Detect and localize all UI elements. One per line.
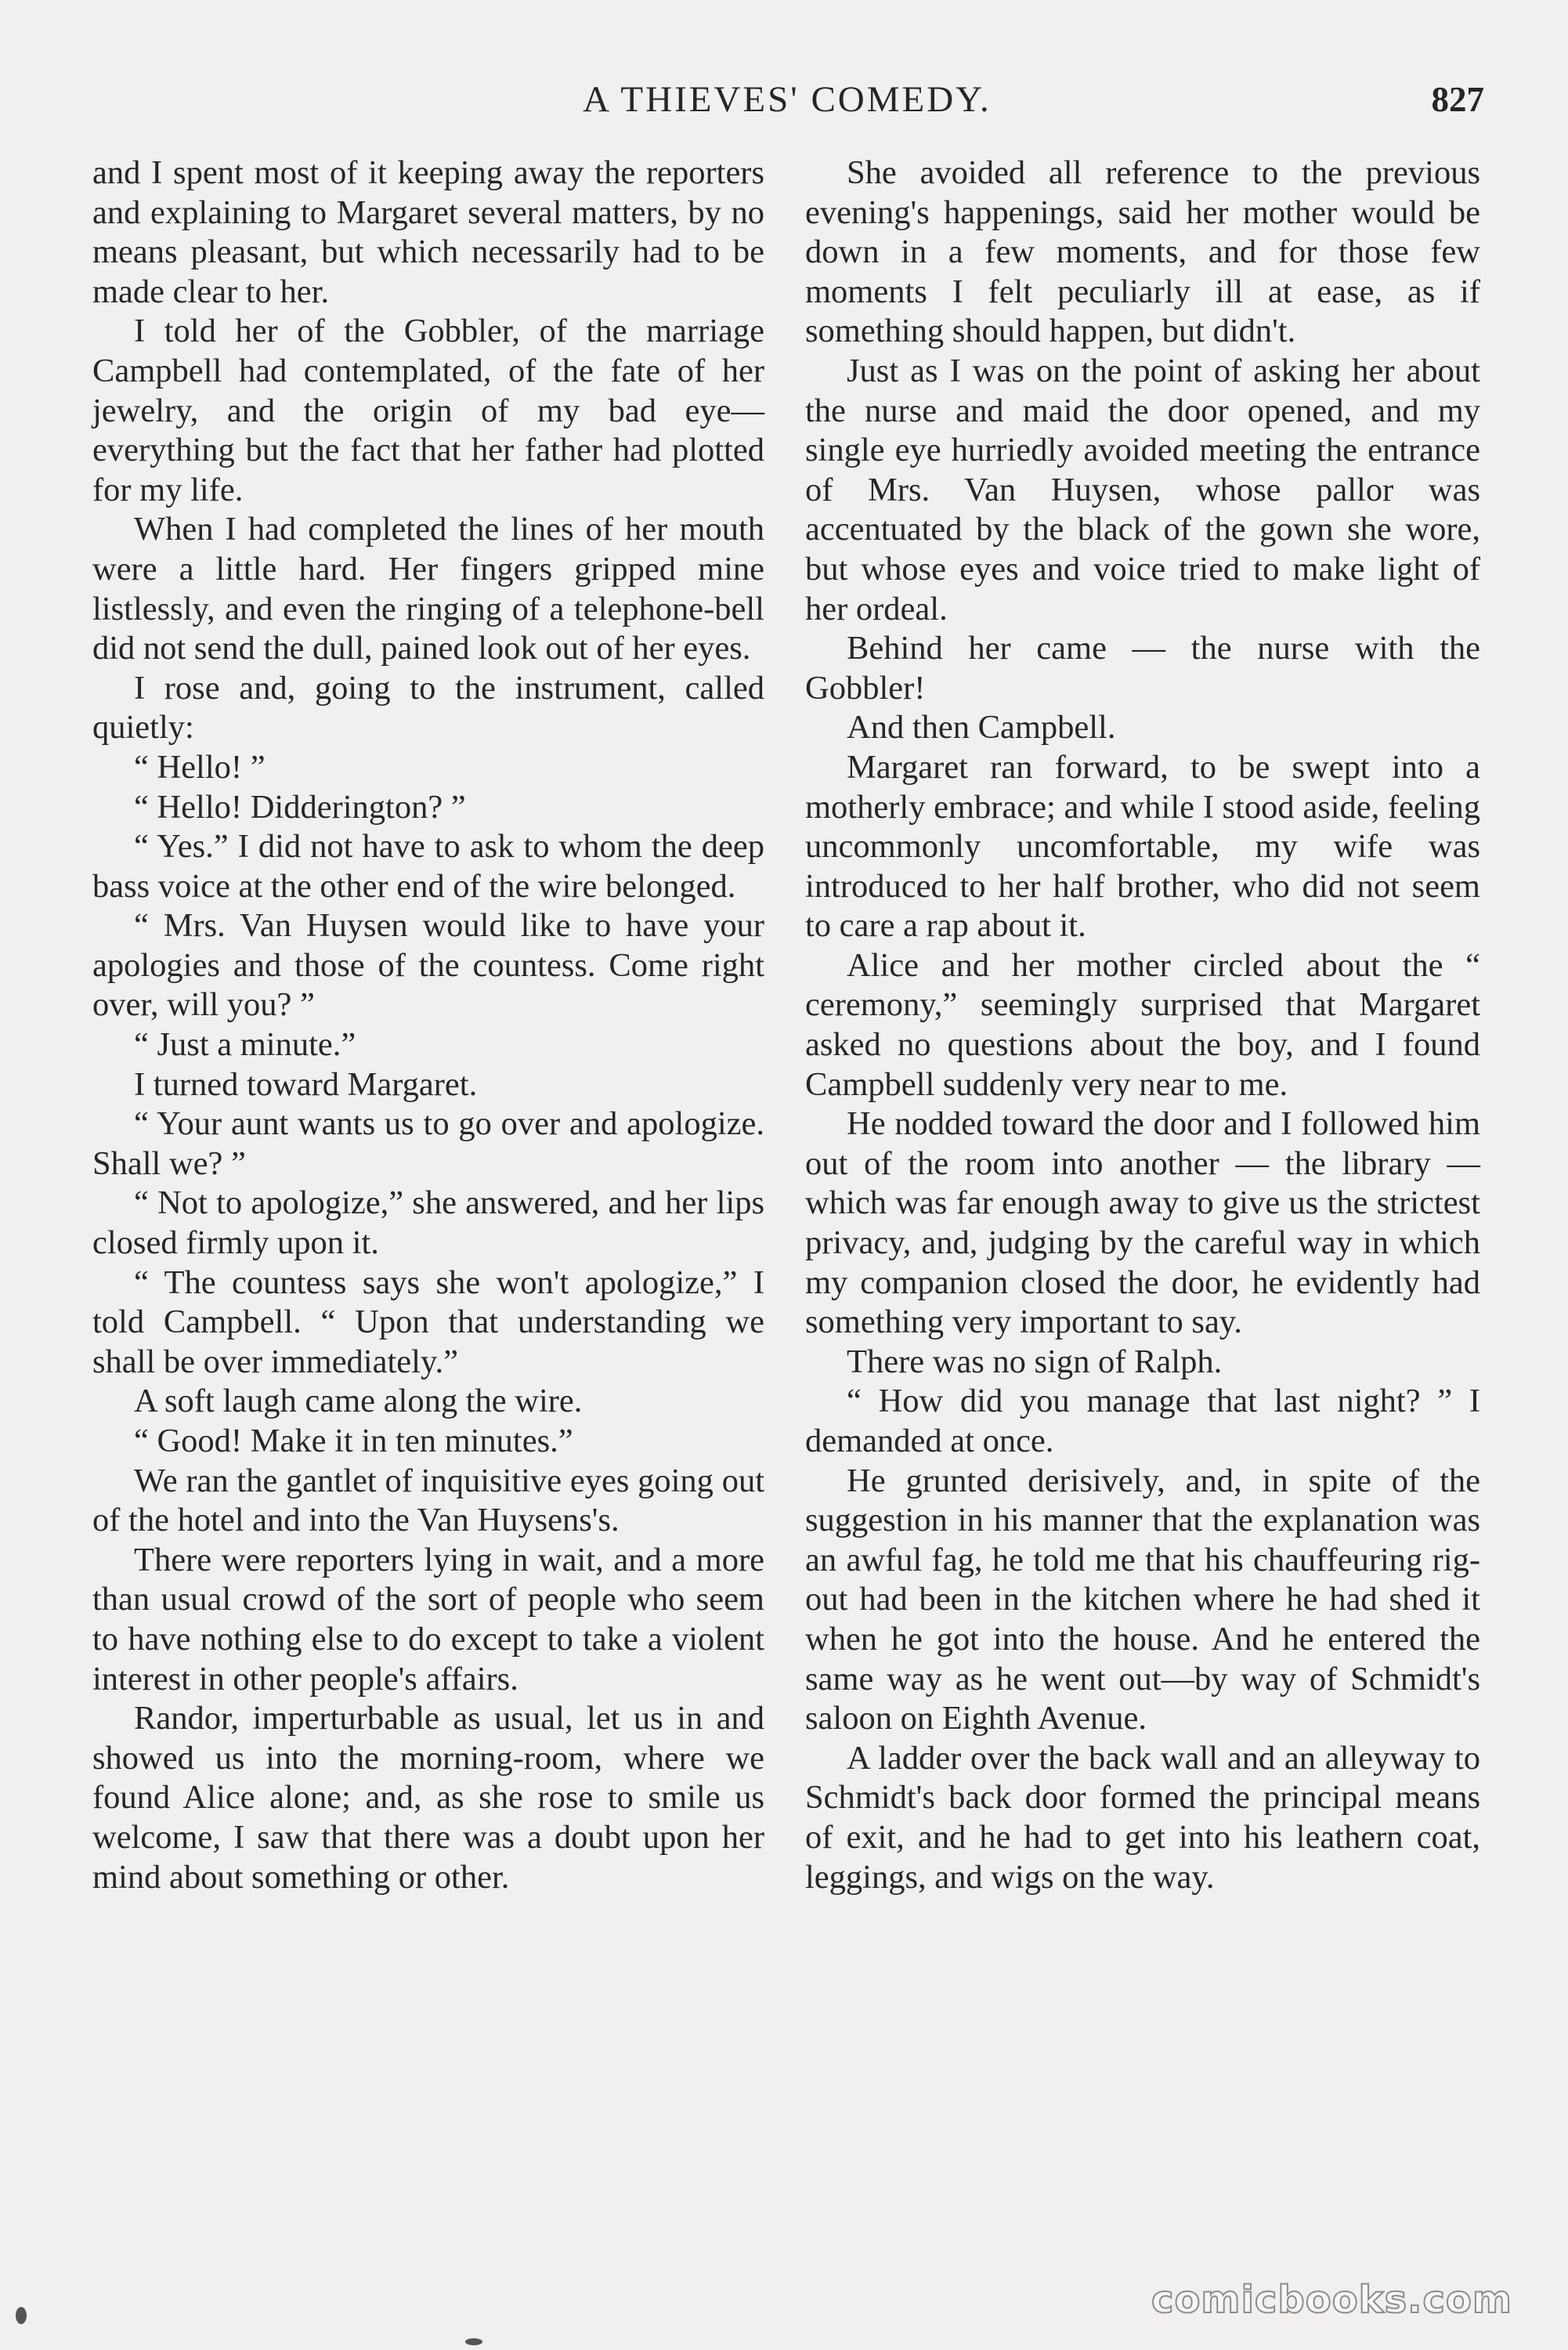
ink-speck <box>16 2307 27 2324</box>
paragraph: There was no sign of Ralph. <box>847 1343 1223 1380</box>
paragraph: “ Not to apologize,” she answered, and her lips closed firmly upon it. <box>92 1184 764 1262</box>
running-title: A THIEVES' COMEDY. <box>583 79 992 120</box>
paragraph: I turned toward Margaret. <box>134 1065 478 1103</box>
paragraph: A ladder over the back wall and an alleyway to Schmidt's back door formed the principal means of exit, and he had to get into his leathern coat, leggings, and wigs on the way. <box>805 1739 1480 1896</box>
paragraph: Alice and her mother circled about the “ ceremony,” seemingly surprised that Margaret asked no questions about the boy, and I found Campbell suddenly very near to me. <box>805 946 1480 1103</box>
paragraph: and I spent most of it keeping away the reporters and explaining to Margaret several matters, by no means pleasant, but which necessarily had to be made clear to her. <box>92 154 764 310</box>
paragraph: Behind her came — the nurse with the Gobbler! <box>805 630 1480 707</box>
paragraph: I told her of the Gobbler, of the marriage Campbell had contemplated, of the fate of her jewelry, and the origin of my bad eye—everything but the fact that her father had plotted for my life. <box>92 313 764 508</box>
paragraph: “ Good! Make it in ten minutes.” <box>134 1423 573 1459</box>
paragraph: She avoided all reference to the previous evening's happenings, said her mother would be down in a few moments, and for those few moments I felt peculiarly ill at ease, as if something should happen, but didn't. <box>805 154 1480 350</box>
paragraph: Just as I was on the point of asking her about the nurse and maid the door opened, and my single eye hurriedly avoided meeting the entrance of Mrs. Van Huysen, whose pallor was accentuated by the black of the gown she wore, but whose eyes and voice tried to make light of her ordeal. <box>805 352 1480 627</box>
paragraph: “ The countess says she won't apologize,” I told Campbell. “ Upon that understanding we shall be over immediately.” <box>92 1264 764 1380</box>
paragraph: And then Campbell. <box>847 709 1116 747</box>
paragraph: He grunted derisively, and, in spite of the suggestion in his manner that the explanation was an awful fag, he told me that his chauffeuring rig-out had been in the kitchen where he had shed it when he got into the house. And he entered the same way as he went out—by way of Schmidt's saloon on Eighth Avenue. <box>805 1462 1480 1737</box>
paragraph: He nodded toward the door and I followed him out of the room into another — the library — which was far enough away to give us the strictest privacy, and, judging by the careful way in which my companion closed the door, he evidently had something very important to say. <box>805 1105 1480 1341</box>
paragraph: A soft laugh came along the wire. <box>134 1383 583 1420</box>
ink-speck <box>465 2338 482 2345</box>
right-column <box>805 154 1480 1897</box>
left-column <box>92 154 764 1897</box>
paragraph: “ How did you manage that last night? ” I demanded at once. <box>805 1383 1480 1459</box>
paragraph: Randor, imperturbable as usual, let us in and showed us into the morning-room, where we found Alice alone; and, as she rose to smile us welcome, I saw that there was a doubt upon her mind about something or other. <box>92 1700 764 1896</box>
paragraph: We ran the gantlet of inquisitive eyes going out of the hotel and into the Van Huysens's. <box>92 1462 764 1539</box>
page-header <box>90 72 1484 127</box>
watermark: comicbooks.com <box>1151 2278 1512 2322</box>
paragraph: “ Your aunt wants us to go over and apologize. Shall we? ” <box>92 1105 764 1182</box>
page-number: 827 <box>1431 80 1484 119</box>
paragraph: I rose and, going to the instrument, called quietly: <box>92 669 764 747</box>
paragraph: When I had completed the lines of her mouth were a little hard. Her fingers gripped mine listlessly, and even the ringing of a telephone-bell did not send the dull, pained look out of her eyes. <box>92 511 764 667</box>
paragraph: “ Hello! ” <box>134 748 266 786</box>
paragraph: Margaret ran forward, to be swept into a motherly embrace; and while I stood aside, feeling uncommonly uncomfortable, my wife was introduced to her half brother, who did not seem to care a rap about it. <box>805 748 1480 945</box>
paragraph: “ Just a minute.” <box>134 1026 356 1064</box>
paragraph: “ Yes.” I did not have to ask to whom the deep bass voice at the other end of the wire belonged. <box>92 828 764 905</box>
paragraph: “ Mrs. Van Huysen would like to have your apologies and those of the countess. Come right over, will you? ” <box>92 907 764 1024</box>
paragraph: “ Hello! Didderington? ” <box>134 788 466 826</box>
paragraph: There were reporters lying in wait, and a more than usual crowd of the sort of people who seem to have nothing else to do except to take a violent interest in other people's affairs. <box>92 1541 764 1697</box>
